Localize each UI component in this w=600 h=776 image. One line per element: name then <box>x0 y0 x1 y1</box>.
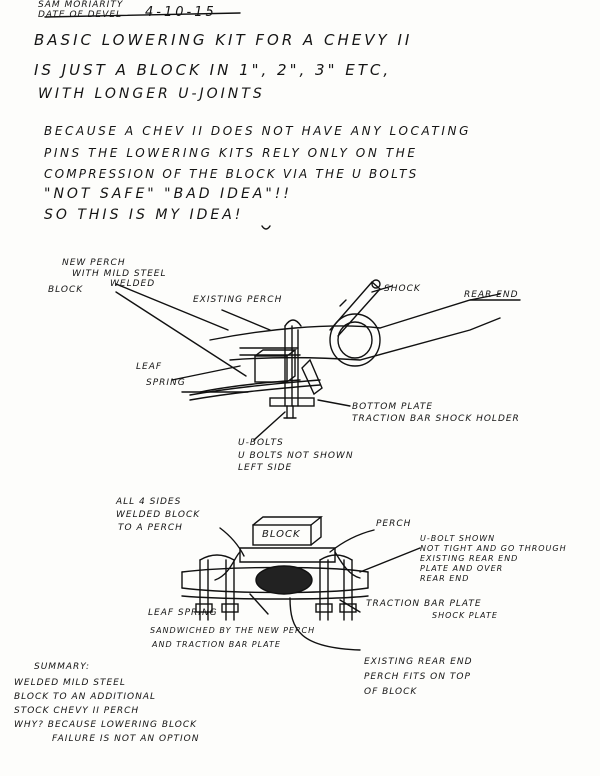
label-new-perch: NEW PERCH <box>62 258 126 268</box>
label-rear-end: REAR END <box>464 290 519 300</box>
label-block: BLOCK <box>48 285 84 295</box>
label-to-a-perch: TO A PERCH <box>118 523 183 533</box>
label-of-block: OF BLOCK <box>364 687 418 697</box>
problem-line-2: PINS THE LOWERING KITS RELY ONLY ON THE <box>44 146 418 160</box>
label-existing-perch: EXISTING PERCH <box>193 295 283 305</box>
label-with-mild-steel: WITH MILD STEEL <box>72 269 167 279</box>
label-bottom-plate: BOTTOM PLATE <box>352 402 434 412</box>
label-and-traction-bar-plate: AND TRACTION BAR PLATE <box>152 640 281 649</box>
label-plate-and-over: PLATE AND OVER <box>420 564 504 573</box>
summary-heading: SUMMARY: <box>34 662 90 672</box>
summary-line-2: BLOCK TO AN ADDITIONAL <box>14 692 157 702</box>
label-leaf-spring: LEAF SPRING <box>148 608 218 618</box>
label-welded: WELDED <box>110 279 156 289</box>
label-u-bolts-not-shown: U BOLTS NOT SHOWN <box>238 451 354 461</box>
label-existing-rear-end: EXISTING REAR END <box>420 554 519 563</box>
label-shock: SHOCK <box>384 284 421 294</box>
date-value: 4-10-15 <box>145 5 217 20</box>
label-perch-fits: PERCH FITS ON TOP <box>364 672 471 682</box>
label-welded-block: WELDED BLOCK <box>116 510 201 520</box>
problem-line-4: "NOT SAFE" "BAD IDEA"!! <box>44 186 293 202</box>
label-not-tight: NOT TIGHT AND GO THROUGH <box>420 544 567 553</box>
label-traction-bar-plate: TRACTION BAR PLATE <box>366 599 482 609</box>
label-traction-bar: TRACTION BAR SHOCK HOLDER <box>352 414 520 424</box>
label-existing-rear-end-perch: EXISTING REAR END <box>364 657 473 667</box>
pen-mark <box>262 226 270 229</box>
summary-line-3: STOCK CHEVY II PERCH <box>14 706 140 716</box>
intro-line-3: WITH LONGER U-JOINTS <box>38 86 265 102</box>
problem-line-1: BECAUSE A CHEV II DOES NOT HAVE ANY LOCATING <box>44 124 471 138</box>
date-label: DATE OF DEVEL <box>38 10 123 20</box>
label-spring: SPRING <box>146 378 186 388</box>
summary-line-5: FAILURE IS NOT AN OPTION <box>52 734 200 744</box>
problem-line-5: SO THIS IS MY IDEA! <box>44 207 244 223</box>
label-u-bolts: U-BOLTS <box>238 438 284 448</box>
label-rear-end-2: REAR END <box>420 574 470 583</box>
intro-line-2: IS JUST A BLOCK IN 1", 2", 3" ETC, <box>34 61 392 79</box>
label-shock-plate: SHOCK PLATE <box>432 611 498 620</box>
intro-line-1: BASIC LOWERING KIT FOR A CHEVY II <box>34 31 413 49</box>
label-perch: PERCH <box>376 519 412 529</box>
label-leaf: LEAF <box>136 362 163 372</box>
summary-line-4: WHY? BECAUSE LOWERING BLOCK <box>14 720 198 730</box>
label-block-box: BLOCK <box>262 529 301 540</box>
summary-line-1: WELDED MILD STEEL <box>14 678 126 688</box>
label-all-4-sides: ALL 4 SIDES <box>116 497 182 507</box>
label-left-side: LEFT SIDE <box>238 463 293 473</box>
author-name: SAM MORIARITY <box>38 0 124 10</box>
problem-line-3: COMPRESSION OF THE BLOCK VIA THE U BOLTS <box>44 167 419 181</box>
label-u-bolt-shown: U-BOLT SHOWN <box>420 534 496 543</box>
label-sandwiched: SANDWICHED BY THE NEW PERCH <box>150 626 316 635</box>
